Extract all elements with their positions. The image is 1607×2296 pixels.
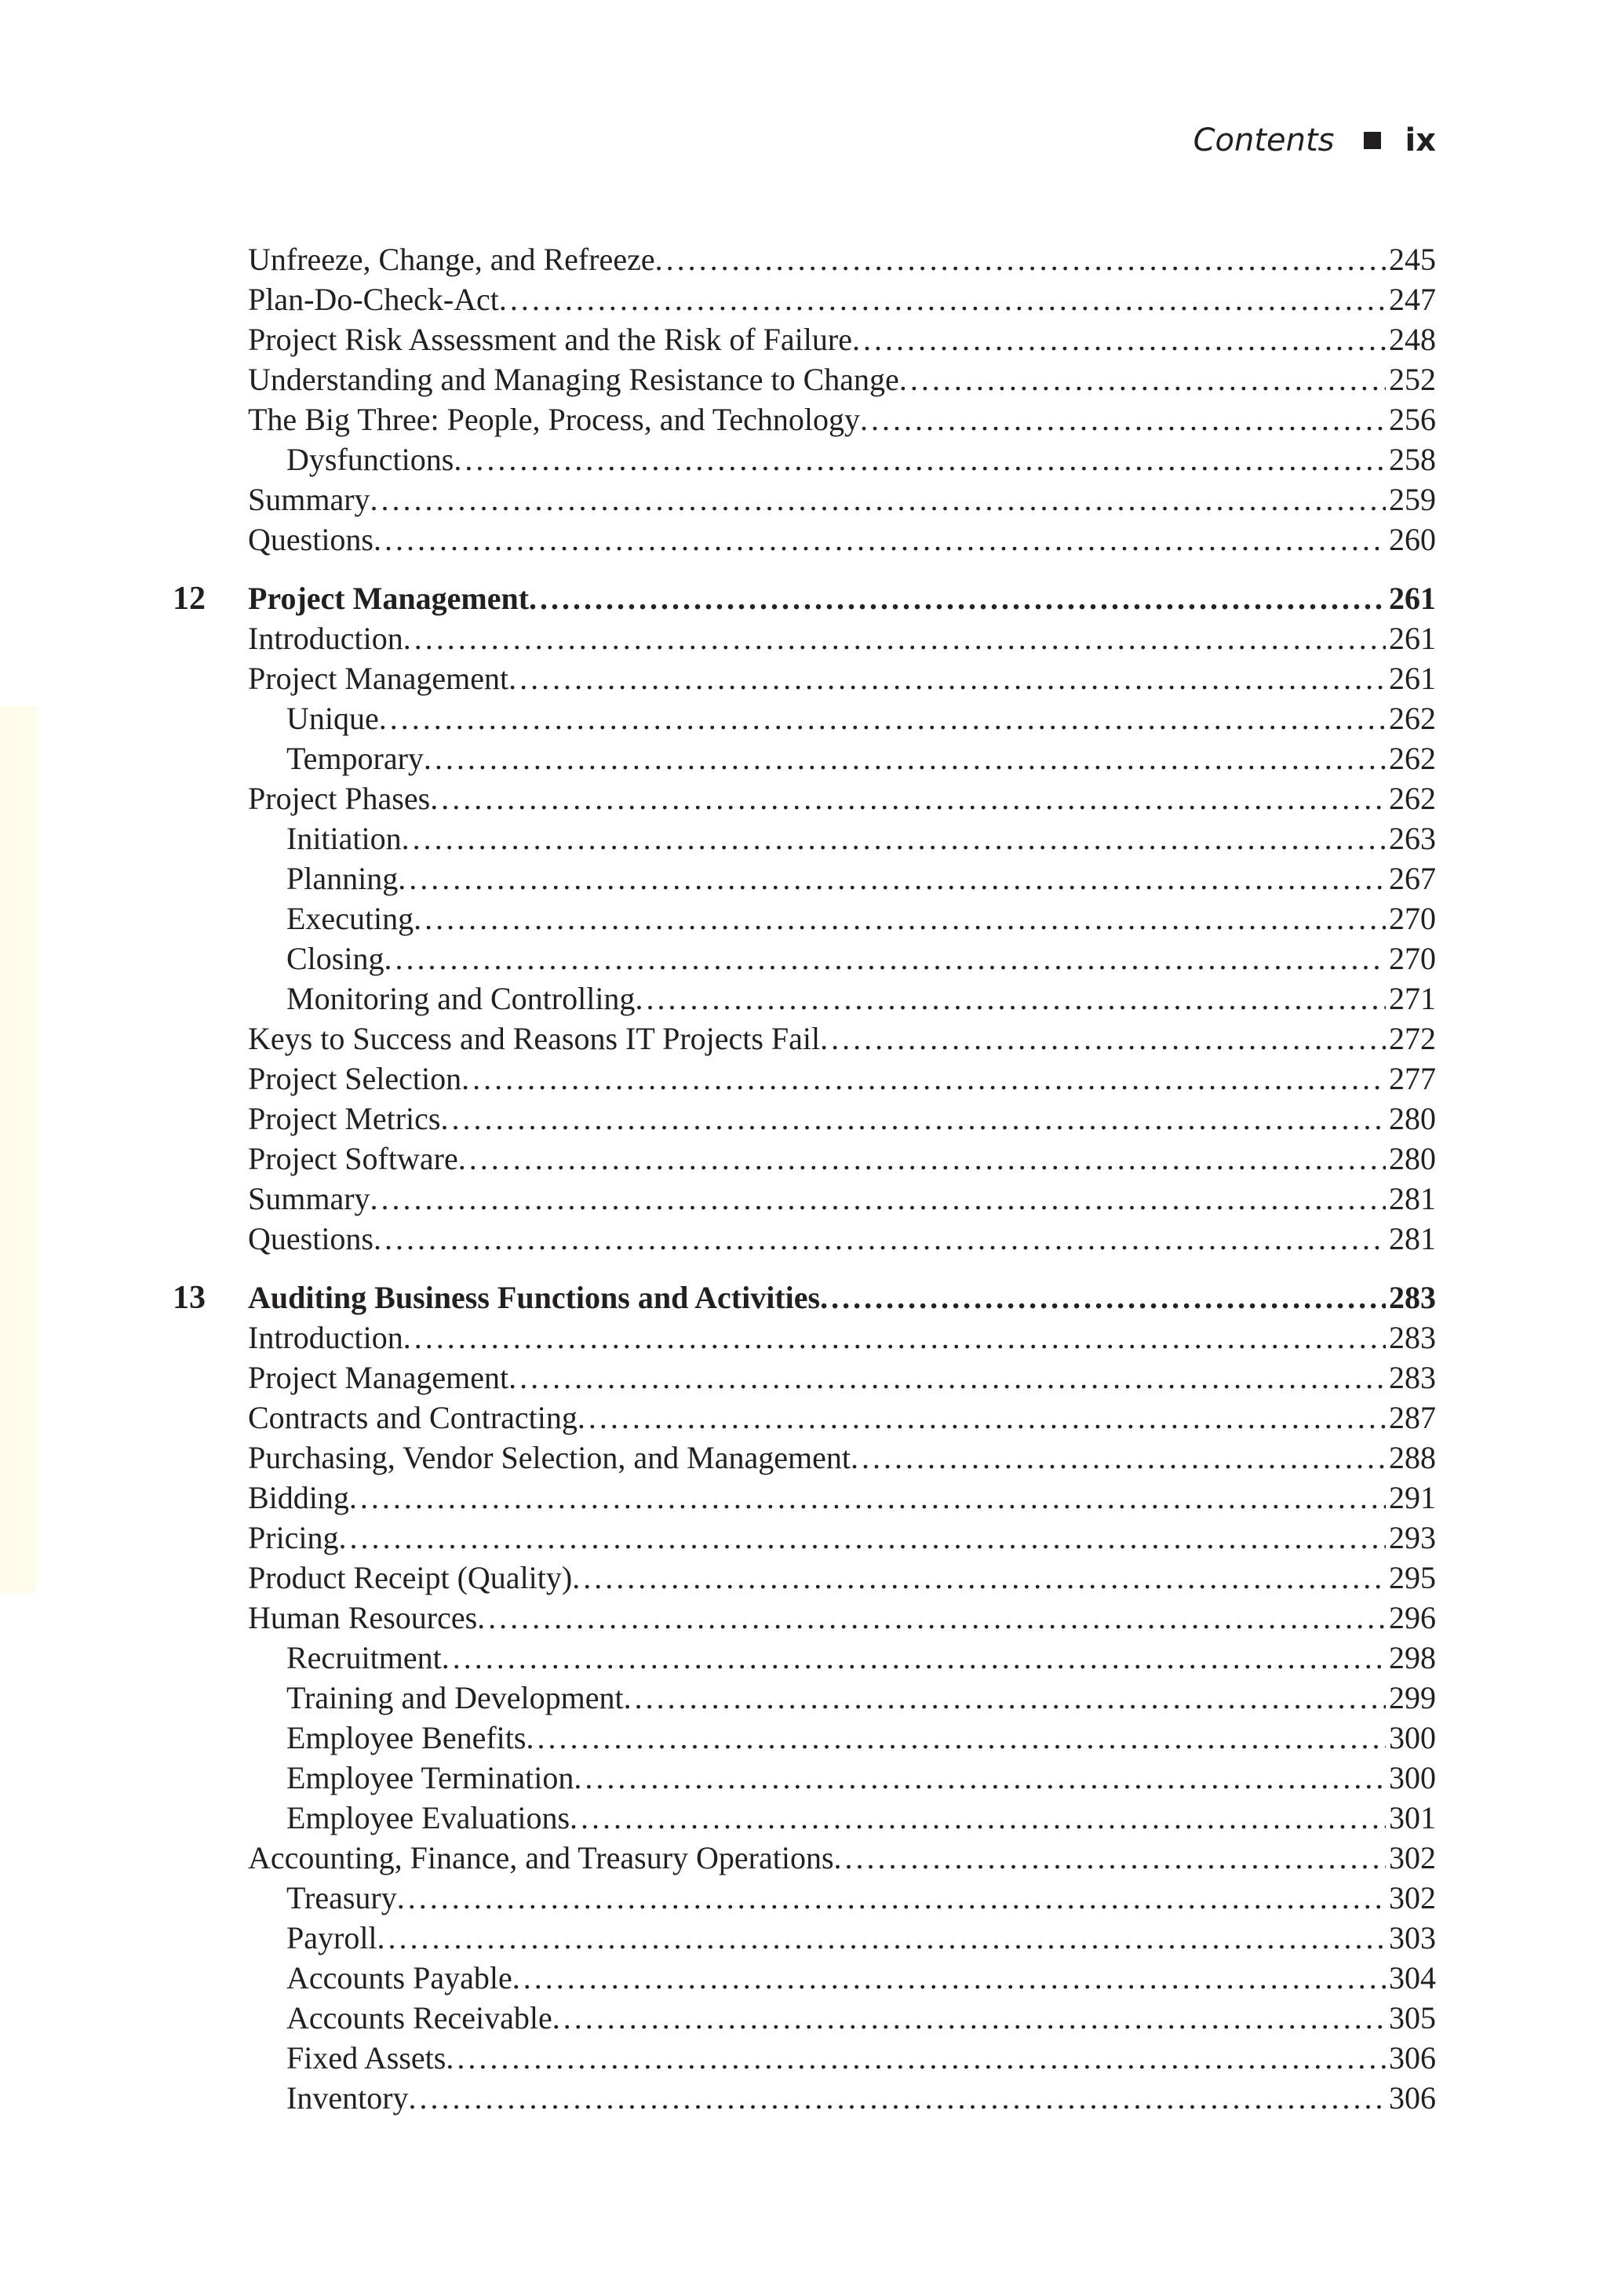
toc-entry-page: 298 [1389,1640,1436,1675]
toc-subentry[interactable] [286,1919,1436,1958]
dot-leader [454,440,1386,479]
toc-subentry[interactable] [286,1799,1436,1838]
toc-entry-page: 262 [1389,701,1436,736]
toc-entry-page: 247 [1389,282,1436,317]
toc-subentry[interactable] [286,979,1436,1019]
toc-entry-title: Summary [248,482,370,517]
toc-entry-page: 277 [1389,1061,1436,1096]
dot-leader [402,819,1386,858]
toc-subentry[interactable] [286,1959,1436,1998]
toc-entry-title: Product Receipt (Quality) [248,1560,573,1595]
toc-entry[interactable] [248,1139,1436,1179]
toc-entry-title: Accounts Receivable [286,2000,552,2035]
toc-entry-title: Introduction [248,621,403,656]
dot-leader [430,779,1386,818]
dot-leader [349,1478,1386,1518]
toc-chapter-entry[interactable] [248,579,1436,618]
toc-entry-title: Pricing [248,1520,339,1555]
toc-entry-page: 283 [1389,1320,1436,1355]
dot-leader [441,1099,1387,1139]
toc-entry[interactable] [248,280,1436,319]
toc-entry-title: Training and Development [286,1680,624,1715]
toc-entry-title: Keys to Success and Reasons IT Projects Fail [248,1021,821,1056]
toc-entry-page: 302 [1389,1880,1436,1915]
toc-entry-page: 245 [1389,242,1436,277]
toc-entry-page: 270 [1389,941,1436,976]
toc-entry-page: 259 [1389,482,1436,517]
chapter-number: 12 [173,581,206,617]
toc-entry-page: 287 [1389,1400,1436,1435]
toc-subentry[interactable] [286,1758,1436,1798]
dot-leader [578,1398,1386,1438]
toc-entry-page: 267 [1389,861,1436,896]
dot-leader [860,400,1386,439]
dot-leader [512,1959,1386,1998]
toc-entry-page: 283 [1389,1280,1436,1315]
toc-subentry[interactable] [286,2039,1436,2078]
toc-entry-page: 296 [1389,1600,1436,1635]
toc-entry-title: Project Management [248,1360,509,1395]
toc-entry[interactable] [248,1099,1436,1139]
toc-entry[interactable] [248,659,1436,698]
toc-entry-page: 288 [1389,1440,1436,1475]
page-edge-tint [0,706,36,1593]
toc-entry-page: 280 [1389,1101,1436,1136]
toc-entry-title: Purchasing, Vendor Selection, and Management [248,1440,851,1475]
dot-leader [574,1758,1386,1798]
toc-subentry[interactable] [286,1638,1436,1678]
toc-entry-page: 248 [1389,322,1436,357]
toc-entry-title: Bidding [248,1480,349,1515]
toc-entry-title: Payroll [286,1920,377,1955]
dot-leader [339,1518,1386,1558]
dot-leader [635,979,1386,1019]
toc-entry-title: Questions [248,522,374,557]
dot-leader [851,1438,1386,1478]
toc-entry[interactable] [248,1059,1436,1099]
dot-leader [384,939,1386,979]
toc-entry-page: 301 [1389,1800,1436,1835]
toc-entry-page: 271 [1389,981,1436,1016]
dot-leader [409,2079,1386,2118]
toc-entry-page: 306 [1389,2040,1436,2076]
dot-leader [508,659,1386,698]
toc-entry-page: 283 [1389,1360,1436,1395]
toc-entry[interactable] [248,1558,1436,1598]
toc-subentry[interactable] [286,819,1436,858]
toc-entry-page: 281 [1389,1181,1436,1216]
toc-entry-page: 263 [1389,821,1436,856]
toc-entry[interactable] [248,1219,1436,1259]
toc-entry-page: 252 [1389,362,1436,397]
toc-entry[interactable] [248,240,1436,279]
toc-entry-page: 300 [1389,1760,1436,1795]
running-head-title: Contents [1193,122,1335,159]
toc-entry[interactable] [248,1179,1436,1219]
toc-subentry[interactable] [286,739,1436,778]
toc-entry[interactable] [248,1438,1436,1478]
toc-entry-page: 262 [1389,781,1436,816]
dot-leader [499,280,1386,319]
toc-subentry[interactable] [286,699,1436,738]
toc-entry-title: Treasury [286,1880,397,1915]
dot-leader [379,699,1386,738]
toc-entry-title: Plan-Do-Check-Act [248,282,499,317]
dot-leader [820,1019,1386,1059]
dot-leader [377,1919,1386,1958]
toc-entry-title: Dysfunctions [286,442,454,477]
toc-entry-page: 291 [1389,1480,1436,1515]
toc-entry[interactable] [248,320,1436,359]
dot-leader [552,1999,1386,2038]
dot-leader [570,1799,1386,1838]
toc-entry-page: 305 [1389,2000,1436,2035]
toc-entry-title: Project Management [248,661,509,696]
toc-entry-title: Project Software [248,1141,458,1176]
toc-entry-page: 261 [1389,661,1436,696]
toc-entry-page: 256 [1389,402,1436,437]
dot-leader [403,619,1386,658]
toc-entry-page: 302 [1389,1840,1436,1875]
toc-entry-page: 280 [1389,1141,1436,1176]
dot-leader [442,1638,1386,1678]
dot-leader [899,360,1386,399]
toc-entry[interactable] [248,480,1436,519]
toc-subentry[interactable] [286,1999,1436,2038]
toc-entry-title: Project Phases [248,781,431,816]
dot-leader [458,1139,1386,1179]
dot-leader [820,1278,1386,1317]
toc-entry[interactable] [248,1518,1436,1558]
toc-entry-page: 261 [1389,621,1436,656]
dot-leader [446,2039,1386,2078]
toc-entry[interactable] [248,1318,1436,1358]
dot-leader [526,1718,1386,1758]
square-bullet-icon [1364,132,1381,149]
dot-leader [403,1318,1386,1358]
toc-entry-page: 293 [1389,1520,1436,1555]
dot-leader [398,859,1386,898]
toc-entry-title: Project Selection [248,1061,462,1096]
toc-subentry[interactable] [286,440,1436,479]
toc-entry[interactable] [248,779,1436,818]
toc-entry[interactable] [248,619,1436,658]
toc-entry-page: 270 [1389,901,1436,936]
chapter-number: 13 [173,1280,206,1316]
toc-entry-page: 281 [1389,1221,1436,1256]
dot-leader [374,520,1386,559]
toc-entry-page: 295 [1389,1560,1436,1595]
toc-entry-title: Monitoring and Controlling [286,981,636,1016]
toc-entry-page: 299 [1389,1680,1436,1715]
toc-entry[interactable] [248,1598,1436,1638]
toc-entry-page: 260 [1389,522,1436,557]
toc-entry-title: Understanding and Managing Resistance to Change [248,362,899,397]
toc-entry-title: Unfreeze, Change, and Refreeze [248,242,655,277]
toc-entry[interactable] [248,400,1436,439]
dot-leader [374,1219,1386,1259]
dot-leader [655,240,1386,279]
toc-entry-title: Contracts and Contracting [248,1400,578,1435]
toc-entry-title: Unique [286,701,379,736]
toc-chapter-title: Auditing Business Functions and Activities [248,1280,821,1315]
toc-entry-title: Summary [248,1181,370,1216]
toc-subentry[interactable] [286,899,1436,938]
dot-leader [461,1059,1386,1099]
toc-entry-title: Recruitment [286,1640,442,1675]
toc-entry-title: Inventory [286,2080,409,2116]
dot-leader [414,899,1386,938]
toc-entry-title: The Big Three: People, Process, and Technology [248,402,860,437]
toc-entry[interactable] [248,1398,1436,1438]
toc-entry-title: Closing [286,941,384,976]
toc-entry-page: 261 [1389,581,1436,616]
dot-leader [852,320,1386,359]
toc-entry-title: Initiation [286,821,402,856]
toc-subentry[interactable] [286,1879,1436,1918]
toc-chapter-title: Project Management [248,581,530,616]
toc-entry[interactable] [248,1358,1436,1398]
dot-leader [424,739,1386,778]
toc-entry-title: Project Metrics [248,1101,441,1136]
toc-entry-title: Employee Evaluations [286,1800,570,1835]
toc-entry-title: Employee Benefits [286,1720,527,1755]
toc-subentry[interactable] [286,1718,1436,1758]
toc-entry-page: 262 [1389,741,1436,776]
toc-entry-title: Fixed Assets [286,2040,446,2076]
dot-leader [834,1839,1386,1878]
page-number: ix [1405,122,1436,159]
dot-leader [370,480,1386,519]
toc-entry[interactable] [248,520,1436,559]
toc-entry-title: Accounts Payable [286,1960,512,1995]
toc-entry-page: 306 [1389,2080,1436,2116]
toc-subentry[interactable] [286,939,1436,979]
toc-subentry[interactable] [286,859,1436,898]
toc-subentry[interactable] [286,1678,1436,1718]
toc-chapter-entry[interactable] [248,1278,1436,1317]
dot-leader [624,1678,1386,1718]
dot-leader [508,1358,1386,1398]
toc-subentry[interactable] [286,2079,1436,2118]
toc-entry[interactable] [248,1839,1436,1878]
dot-leader [529,579,1386,618]
dot-leader [397,1879,1386,1918]
toc-entry-title: Questions [248,1221,374,1256]
toc-entry-title: Project Risk Assessment and the Risk of Failure [248,322,852,357]
toc-entry-title: Temporary [286,741,424,776]
dot-leader [370,1179,1386,1219]
toc-entry-title: Human Resources [248,1600,478,1635]
toc-entry-title: Executing [286,901,414,936]
toc-entry-page: 272 [1389,1021,1436,1056]
toc-entry-page: 304 [1389,1960,1436,1995]
toc-entry-page: 300 [1389,1720,1436,1755]
toc-entry-title: Employee Termination [286,1760,574,1795]
toc-entry[interactable] [248,360,1436,399]
toc-entry-title: Introduction [248,1320,403,1355]
toc-entry[interactable] [248,1019,1436,1059]
toc-entry-title: Planning [286,861,399,896]
dot-leader [572,1558,1386,1598]
running-head [1193,122,1436,159]
toc-entry-page: 303 [1389,1920,1436,1955]
toc-entry-title: Accounting, Finance, and Treasury Operations [248,1840,834,1875]
dot-leader [477,1598,1386,1638]
toc-entry[interactable] [248,1478,1436,1518]
toc-entry-page: 258 [1389,442,1436,477]
